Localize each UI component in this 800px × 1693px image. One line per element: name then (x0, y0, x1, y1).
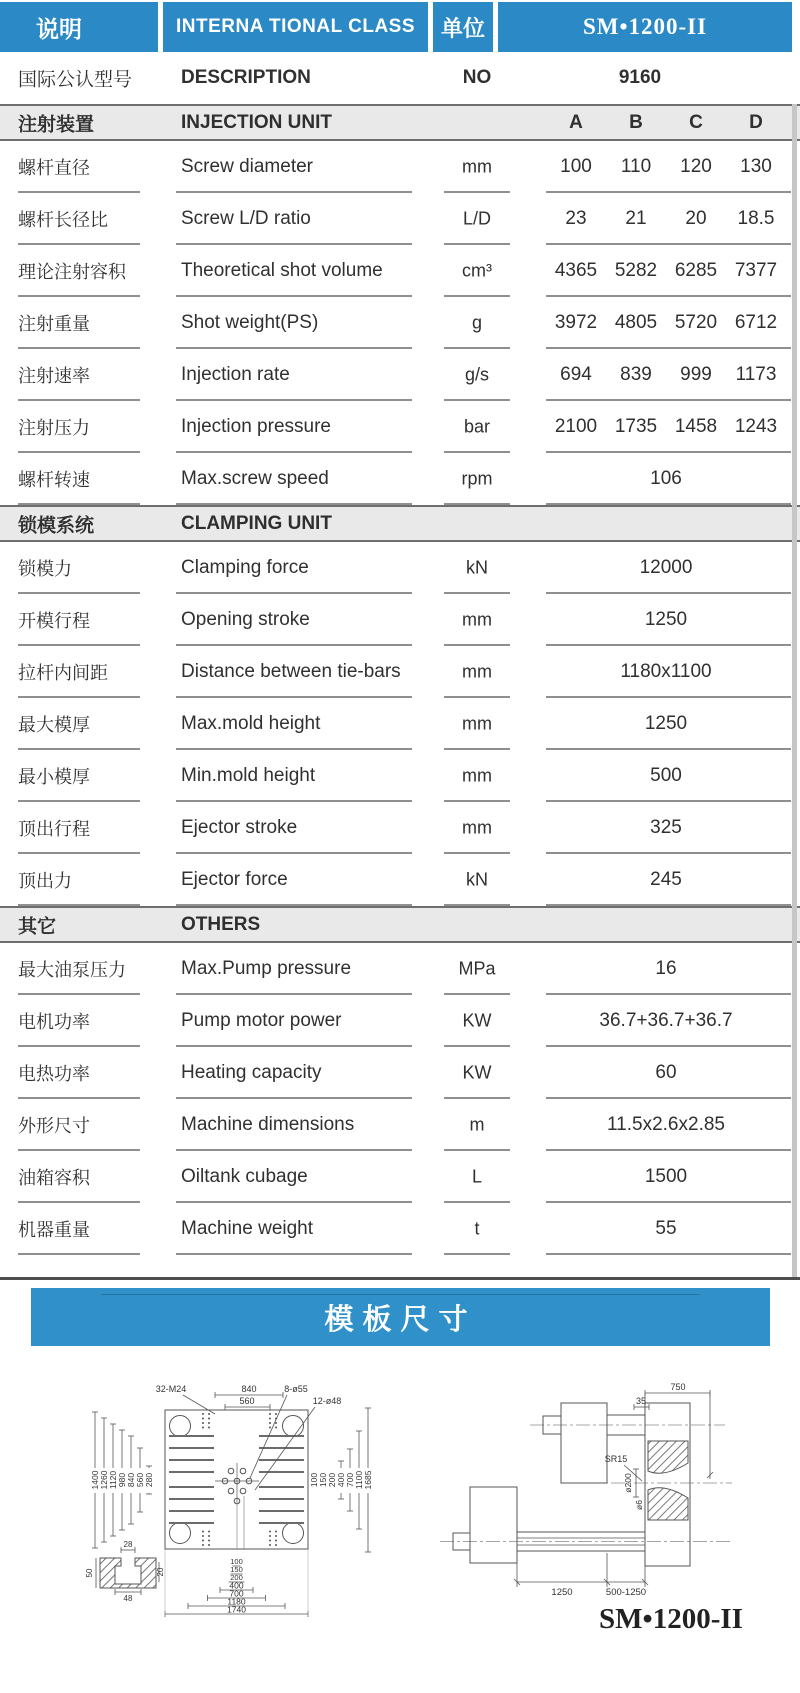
spec-label-en: Heating capacity (181, 1062, 322, 1083)
spec-rows (0, 104, 800, 1255)
spec-value: 999 (680, 364, 712, 385)
dim-label: 200 (230, 1573, 243, 1582)
bottom-divider-line (0, 1277, 800, 1280)
description-en: DESCRIPTION (181, 67, 311, 88)
spec-unit: mm (462, 609, 492, 630)
spec-values (546, 765, 786, 787)
spec-value: 3972 (554, 312, 598, 333)
spec-label-en: Injection rate (181, 364, 290, 385)
spec-label-cn: 顶出力 (18, 871, 72, 891)
spec-value: 1243 (734, 416, 778, 437)
header-label-shuoming: 说明 (36, 15, 82, 42)
spec-value: 5282 (614, 260, 658, 281)
spec-label-cn: 顶出行程 (18, 819, 90, 839)
dim-label: 100 (309, 1472, 319, 1488)
dim-label: 8-ø55 (284, 1384, 308, 1394)
dim-label: 200 (327, 1472, 337, 1488)
table-right-shadow (792, 104, 797, 1277)
spec-unit: g (471, 312, 482, 333)
dim-label: 1740 (227, 1604, 246, 1615)
spec-label-en: Max.Pump pressure (181, 958, 352, 979)
tslot-detail (96, 1547, 159, 1595)
dim-label: ø200 (623, 1473, 633, 1493)
spec-row (0, 193, 800, 245)
platen-size-banner-title: 模板尺寸 (324, 1303, 477, 1336)
dim-label: SR15 (604, 1454, 628, 1464)
spec-value: 23 (565, 208, 587, 229)
spec-values (546, 958, 786, 980)
dim-label: 1250 (551, 1587, 573, 1598)
platen-front-view-drawing (65, 1378, 415, 1663)
spec-label-cn: 机器重量 (18, 1220, 90, 1240)
spec-unit: mm (462, 817, 492, 838)
spec-label-en: Machine dimensions (181, 1114, 355, 1135)
spec-value: 20 (685, 208, 707, 229)
dim-label: 32-M24 (155, 1384, 187, 1394)
dim-label: 1180 (227, 1596, 246, 1607)
dim-label: 100 (230, 1557, 243, 1566)
spec-unit: mm (462, 661, 492, 682)
spec-label-cn: 锁模力 (18, 559, 72, 579)
spec-label-en: Oiltank cubage (181, 1166, 308, 1187)
spec-value: 2100 (554, 416, 598, 437)
grade-column-header: D (749, 111, 763, 133)
spec-label-cn: 油箱容积 (18, 1168, 90, 1188)
spec-value: 18.5 (737, 208, 775, 229)
section-title-cn: 其它 (18, 916, 57, 937)
section-band (0, 906, 800, 943)
spec-value: 1173 (735, 364, 777, 385)
dim-label: 1120 (108, 1470, 118, 1490)
model-label: SM•1200-II (599, 1603, 743, 1635)
spec-value: 60 (655, 1062, 677, 1083)
dim-label: 280 (144, 1472, 154, 1488)
description-row (0, 52, 800, 104)
spec-unit: t (474, 1218, 480, 1239)
spec-values (546, 557, 786, 579)
spec-label-cn: 拉杆内间距 (18, 663, 108, 683)
description-unit: NO (462, 67, 492, 88)
dim-label: 700 (345, 1472, 355, 1488)
spec-label-en: Screw L/D ratio (181, 208, 311, 229)
spec-values (546, 1114, 786, 1136)
spec-label-cn: 注射速率 (18, 366, 90, 386)
row-underline (444, 1253, 510, 1255)
spec-row (0, 750, 800, 802)
header-label-international-class: INTERNA TIONAL CLASS (175, 16, 416, 37)
spec-value: 16 (655, 958, 677, 979)
spec-label-cn: 理论注射容积 (18, 262, 126, 282)
spec-unit: L/D (462, 208, 491, 229)
spec-row (0, 141, 800, 193)
spec-value: 55 (655, 1218, 677, 1239)
header-label-model: SM•1200-II (582, 14, 708, 39)
spec-row (0, 646, 800, 698)
spec-label-cn: 外形尺寸 (18, 1116, 90, 1136)
spec-row (0, 542, 800, 594)
spec-label-en: Min.mold height (181, 765, 316, 786)
dim-label: 560 (135, 1472, 145, 1488)
spec-value: 325 (650, 817, 682, 838)
table-header-row (0, 2, 800, 52)
spec-value: 694 (560, 364, 592, 385)
spec-label-en: Screw diameter (181, 156, 313, 177)
tslot-lines (169, 1436, 304, 1523)
spec-value: 1250 (644, 713, 688, 734)
spec-row (0, 453, 800, 505)
spec-value: 6285 (674, 260, 718, 281)
lower-assembly (453, 1487, 645, 1563)
spec-values (546, 260, 786, 282)
spec-values (546, 869, 786, 891)
spec-row (0, 349, 800, 401)
spec-values (546, 416, 786, 438)
row-underline (176, 1253, 412, 1255)
spec-unit: mm (462, 765, 492, 786)
grade-columns (546, 112, 786, 134)
dim-label: 700 (229, 1588, 244, 1599)
spec-value: 6712 (734, 312, 778, 333)
spec-values (546, 817, 786, 839)
spec-value: 120 (680, 156, 712, 177)
dim-label: 840 (126, 1472, 136, 1488)
dim-label: 28 (123, 1540, 133, 1549)
spec-values (546, 312, 786, 334)
section-title-en: INJECTION UNIT (181, 111, 332, 133)
spec-row (0, 854, 800, 906)
spec-unit: bar (463, 416, 490, 437)
spec-values (546, 1062, 786, 1084)
spec-value: 1458 (674, 416, 718, 437)
spec-row (0, 802, 800, 854)
spec-value: 106 (650, 468, 682, 489)
upper-assembly (543, 1403, 645, 1483)
dim-label: ø6 (634, 1500, 644, 1510)
spec-row (0, 297, 800, 349)
spec-row (0, 1151, 800, 1203)
spec-value: 5720 (674, 312, 718, 333)
spec-label-en: Theoretical shot volume (181, 260, 383, 281)
spec-values (546, 1218, 786, 1240)
spec-values (546, 208, 786, 230)
spec-unit: kN (466, 557, 488, 578)
platen-outline (165, 1410, 308, 1549)
section-band (0, 104, 800, 141)
spec-unit: rpm (461, 468, 493, 489)
spec-value: 500 (650, 765, 682, 786)
spec-label-cn: 螺杆长径比 (18, 210, 108, 230)
right-drawing-dimensions (514, 1390, 713, 1587)
spec-label-cn: 开模行程 (18, 611, 90, 631)
header-label-unit: 单位 (440, 15, 485, 41)
spec-label-cn: 电机功率 (18, 1012, 90, 1032)
spec-label-cn: 电热功率 (18, 1064, 90, 1084)
spec-label-cn: 最小模厚 (18, 767, 90, 787)
spec-label-cn: 最大模厚 (18, 715, 90, 735)
spec-label-cn: 螺杆直径 (18, 158, 90, 178)
spec-value: 100 (560, 156, 592, 177)
top-dimensions (183, 1392, 315, 1490)
spec-values (546, 609, 786, 631)
dim-label: 1400 (90, 1470, 100, 1490)
dim-label: 400 (336, 1472, 346, 1488)
header-cell-unit (433, 2, 493, 52)
dim-label: 840 (241, 1384, 257, 1394)
dim-label: 1260 (99, 1470, 109, 1490)
spec-label-en: Clamping force (181, 557, 309, 578)
section-band (0, 505, 800, 542)
spec-unit: g/s (464, 364, 489, 385)
spec-unit: mm (462, 156, 492, 177)
spec-row (0, 943, 800, 995)
spec-unit: L (471, 1166, 482, 1187)
header-cell-cn (0, 2, 158, 52)
spec-unit: KW (462, 1062, 492, 1083)
grade-column-header: C (689, 111, 703, 133)
platen-size-banner (31, 1288, 770, 1346)
spec-value: 110 (620, 156, 652, 177)
spec-value: 245 (650, 869, 682, 890)
spec-row (0, 401, 800, 453)
spec-label-cn: 注射压力 (18, 418, 90, 438)
spec-values (546, 1166, 786, 1188)
header-cell-model (498, 2, 792, 52)
spec-value: 36.7+36.7+36.7 (599, 1010, 733, 1031)
spec-row (0, 995, 800, 1047)
spec-value: 1250 (644, 609, 688, 630)
spec-row (0, 594, 800, 646)
spec-label-en: Machine weight (181, 1218, 314, 1239)
dim-label: 1100 (354, 1470, 364, 1490)
spec-unit: kN (466, 869, 488, 890)
dim-label: 12-ø48 (312, 1396, 342, 1406)
spec-label-cn: 最大油泵压力 (18, 960, 126, 980)
section-title-en: OTHERS (181, 913, 261, 935)
section-title-en: CLAMPING UNIT (181, 512, 332, 534)
description-value: 9160 (618, 67, 662, 88)
spec-value: 1180x1100 (620, 661, 712, 682)
spec-values (546, 1010, 786, 1032)
row-underline (546, 1253, 791, 1255)
spec-unit: KW (462, 1010, 492, 1031)
spec-label-en: Max.screw speed (181, 468, 329, 489)
dim-label: 980 (117, 1472, 127, 1488)
dim-label: 48 (123, 1594, 133, 1603)
spec-row (0, 1099, 800, 1151)
spec-row (0, 245, 800, 297)
spec-label-en: Opening stroke (181, 609, 310, 630)
spec-label-en: Max.mold height (181, 713, 321, 734)
spec-value: 12000 (639, 557, 693, 578)
grade-column-header: B (629, 111, 643, 133)
spec-label-en: Ejector force (181, 869, 288, 890)
spec-value: 130 (740, 156, 772, 177)
spec-row (0, 1047, 800, 1099)
spec-label-cn: 注射重量 (18, 314, 90, 334)
spec-row (0, 1203, 800, 1255)
dim-label: 1685 (363, 1470, 373, 1490)
spec-value: 1735 (614, 416, 658, 437)
dim-label: 50 (85, 1568, 94, 1578)
spec-values (546, 156, 786, 178)
section-title-cn: 注射装置 (18, 114, 95, 135)
dim-label: 750 (670, 1383, 686, 1392)
section-title-cn: 锁模系统 (18, 515, 95, 536)
spec-values (546, 661, 786, 683)
dim-label: 400 (229, 1580, 244, 1591)
center-hole-cluster (215, 1463, 259, 1549)
spec-value: 4805 (614, 312, 658, 333)
header-cell-international-class (163, 2, 428, 52)
spec-values (546, 468, 786, 490)
dim-label: 20 (156, 1567, 165, 1577)
spec-value: 839 (620, 364, 652, 385)
spec-unit: m (469, 1114, 485, 1135)
spec-unit: MPa (458, 958, 496, 979)
spec-label-en: Shot weight(PS) (181, 312, 319, 333)
dim-label: 35 (635, 1396, 647, 1406)
spec-value: 21 (625, 208, 647, 229)
spec-row (0, 698, 800, 750)
grade-column-header: A (569, 111, 583, 133)
spec-label-en: Ejector stroke (181, 817, 298, 838)
dim-label: 150 (230, 1565, 243, 1574)
spec-label-en: Injection pressure (181, 416, 331, 437)
dim-label: 500-1250 (605, 1587, 647, 1598)
spec-values (546, 713, 786, 735)
spec-label-en: Pump motor power (181, 1010, 342, 1031)
dim-label: 560 (239, 1396, 255, 1406)
spec-value: 4365 (554, 260, 598, 281)
spec-unit: cm³ (462, 260, 492, 281)
row-underline (18, 1253, 140, 1255)
spec-value: 1500 (644, 1166, 688, 1187)
spec-label-en: Distance between tie-bars (181, 661, 401, 682)
spec-values (546, 364, 786, 386)
dim-label: 150 (318, 1472, 328, 1488)
description-cn: 国际公认型号 (18, 69, 133, 91)
left-drawing-labels (85, 1384, 373, 1615)
spec-value: 7377 (734, 260, 778, 281)
spec-value: 11.5x2.6x2.85 (607, 1114, 725, 1135)
spec-label-cn: 螺杆转速 (18, 470, 90, 490)
spec-unit: mm (462, 713, 492, 734)
